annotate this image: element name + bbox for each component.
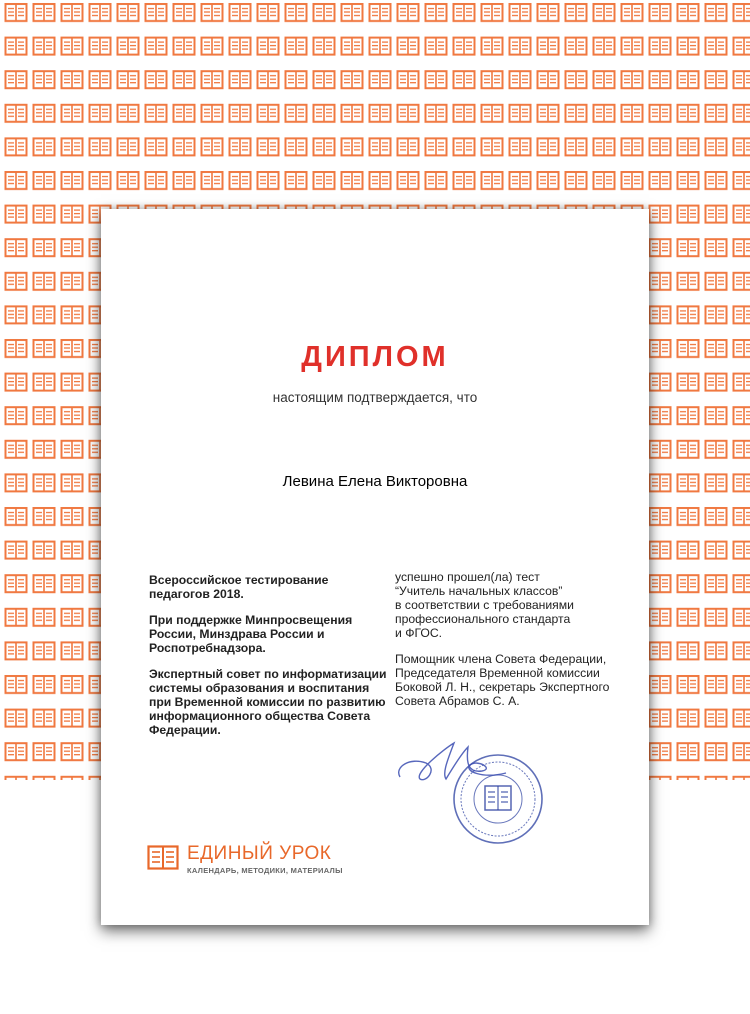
official-seal-icon — [454, 755, 542, 843]
organizers-text — [149, 573, 387, 749]
test-name: “Учитель начальных классов” — [395, 584, 563, 598]
testing-event-paragraph: Всероссийское тестирование педагогов 2018. — [149, 573, 329, 601]
diploma-title: ДИПЛОМ — [301, 341, 449, 373]
open-book-icon — [147, 845, 179, 871]
recipient-name: Левина Елена Викторовна — [282, 473, 468, 490]
text-line: в соответствии с требованиями — [395, 598, 574, 612]
brand-name: ЕДИНЫЙ УРОК — [187, 843, 332, 864]
signatory-paragraph — [395, 652, 635, 708]
diploma-sheet — [101, 209, 649, 925]
text-line: профессионального стандарта — [395, 612, 571, 626]
diploma-subtitle: настоящим подтверждается, что — [272, 390, 478, 405]
text-line: Председателя Временной комиссии — [395, 666, 600, 680]
text-line: Боковой Л. Н., секретарь Экспертного — [395, 680, 610, 694]
signature-and-seal — [386, 729, 556, 849]
brand-tagline: КАЛЕНДАРЬ, МЕТОДИКИ, МАТЕРИАЛЫ — [187, 866, 343, 875]
text-line: Совета Абрамов С. А. — [395, 694, 520, 708]
test-result-paragraph — [395, 570, 635, 640]
text-line: и ФГОС. — [395, 626, 443, 640]
result-text — [395, 570, 635, 720]
brand-logo — [147, 841, 407, 881]
support-paragraph: При поддержке Минпросвещения России, Минздрава России и Роспотребнадзора. — [149, 613, 353, 655]
handwritten-signature-icon — [399, 743, 506, 780]
expert-council-paragraph: Экспертный совет по информатизации системы образования и воспитания при Временной комиссии по развитию информационного общества Совета Федерации. — [149, 667, 387, 737]
text-line: Помощник члена Совета Федерации, — [395, 652, 607, 666]
text-line: успешно прошел(ла) тест — [395, 570, 540, 584]
